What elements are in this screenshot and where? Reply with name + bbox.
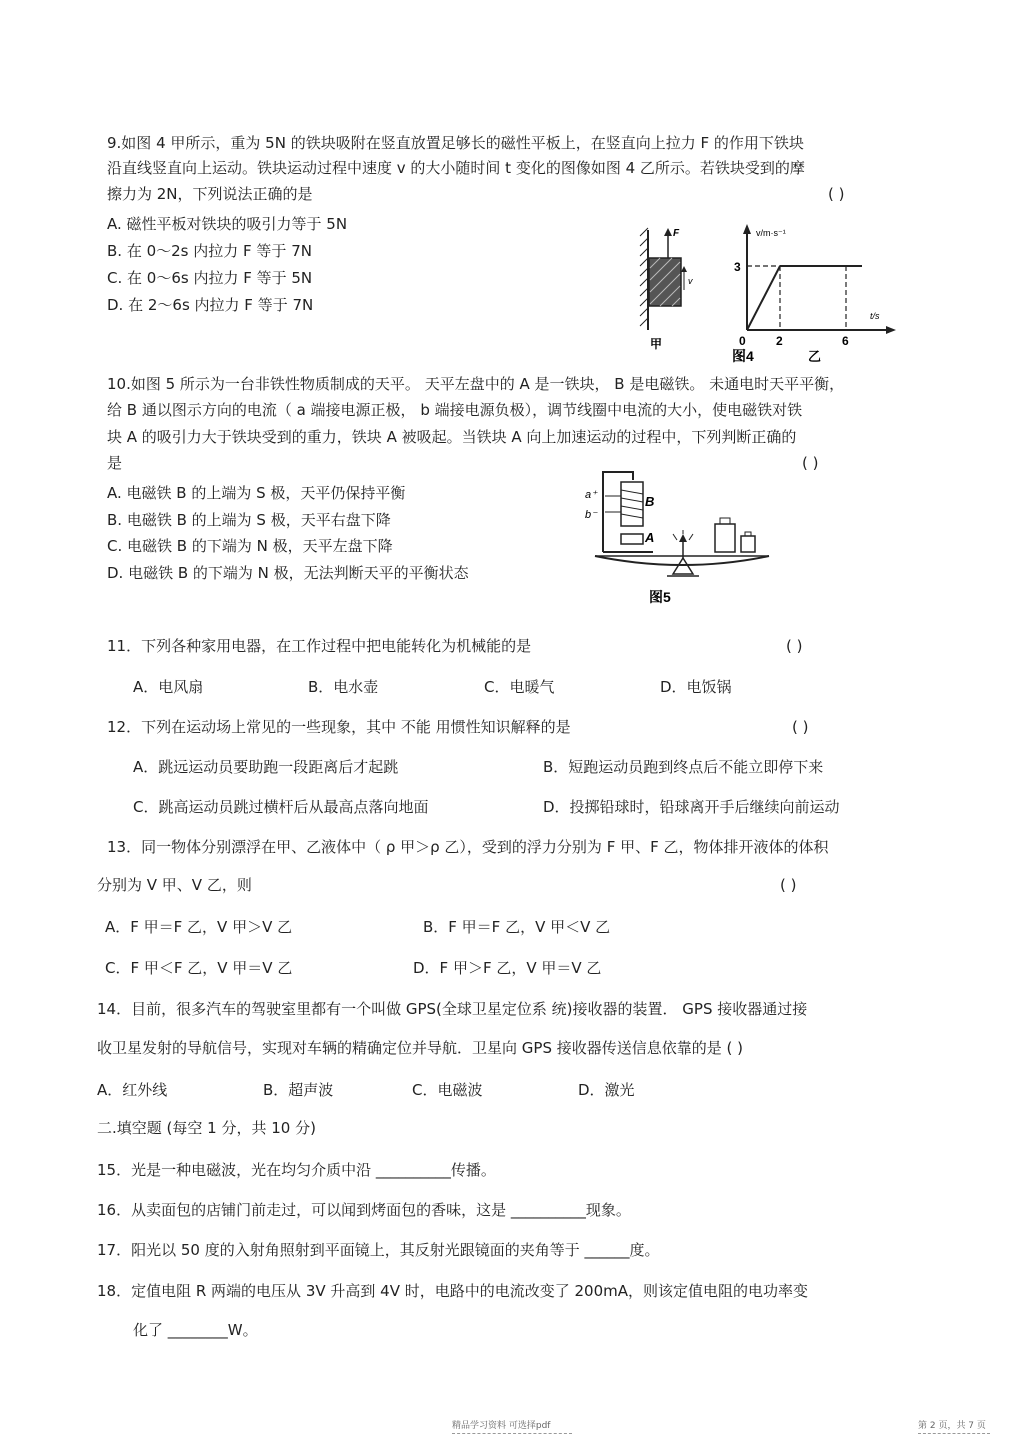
q16: 16．从卖面包的店铺门前走过，可以闻到烤面包的香味，这是 __________现象。 [97, 1201, 631, 1219]
q10-option-a: A. 电磁铁 B 的上端为 S 极，天平仍保持平衡 [107, 484, 406, 502]
figure-4 [630, 222, 900, 367]
q13-line-2: 分别为 V 甲、V 乙，则 [97, 876, 252, 894]
fig4-tick-6: 6 [842, 334, 849, 348]
q11-option-a: A．电风扇 [133, 678, 204, 696]
fig4-y-axis-label: v/m·s⁻¹ [756, 228, 786, 238]
q11-option-c: C．电暖气 [484, 678, 555, 696]
q9-line-3: 擦力为 2N，下列说法正确的是 [107, 185, 313, 203]
q10-option-d: D. 电磁铁 B 的下端为 N 极，无法判断天平的平衡状态 [107, 564, 469, 582]
footer-dashed-rule-left [452, 1433, 572, 1434]
q10-answer-paren: ( ) [802, 454, 819, 472]
fig4-caption: 图4 [732, 348, 754, 364]
q10-line-4: 是 [107, 454, 123, 472]
q9-line-1: 9.如图 4 甲所示，重为 5N 的铁块吸附在竖直放置足够长的磁性平板上，在竖直向上拉力 F 的作用下铁块 [107, 134, 804, 152]
fig4-f-label: F [673, 228, 680, 239]
q9-option-a: A. 磁性平板对铁块的吸引力等于 5N [107, 215, 348, 233]
q14-option-b: B．超声波 [263, 1081, 334, 1099]
q9-option-d: D. 在 2～6s 内拉力 F 等于 7N [107, 296, 314, 314]
q12-option-b: B．短跑运动员跑到终点后不能立即停下来 [543, 758, 824, 776]
q13-option-d: D．F 甲＞F 乙，V 甲＝V 乙 [413, 959, 602, 977]
q13-line-1: 13．同一物体分别漂浮在甲、乙液体中（ ρ 甲＞ρ 乙），受到的浮力分别为 F 甲、F 乙，物体排开液体的体积 [107, 838, 829, 856]
q12-stem: 12．下列在运动场上常见的一些现象，其中 不能 用惯性知识解释的是 [107, 718, 571, 736]
q14-option-c: C．电磁波 [412, 1081, 483, 1099]
q9-line-2: 沿直线竖直向上运动。铁块运动过程中速度 v 的大小随时间 t 变化的图像如图 4 乙所示。若铁块受到的摩 [107, 159, 805, 177]
q14-option-a: A．红外线 [97, 1081, 168, 1099]
fig4-jia-label: 甲 [650, 337, 663, 351]
figure-5 [583, 462, 783, 610]
q13-option-a: A．F 甲＝F 乙，V 甲＞V 乙 [105, 918, 293, 936]
q12-option-a: A．跳远运动员要助跑一段距离后才起跳 [133, 758, 399, 776]
q17: 17．阳光以 50 度的入射角照射到平面镜上，其反射光跟镜面的夹角等于 ______度。 [97, 1241, 660, 1259]
q14-line-1: 14．目前，很多汽车的驾驶室里都有一个叫做 GPS(全球卫星定位系 统)接收器的装置． GPS 接收器通过接 [97, 1000, 808, 1018]
q10-line-1: 10.如图 5 所示为一台非铁性物质制成的天平。 天平左盘中的 A 是一铁块， B 是电磁铁。 未通电时天平平衡， [107, 375, 845, 393]
fig5-A-label: A [645, 530, 655, 545]
q10-option-c: C. 电磁铁 B 的下端为 N 极，天平左盘下降 [107, 537, 393, 555]
fig4-tick-2: 2 [776, 334, 783, 348]
fig4-x-axis-label: t/s [870, 311, 880, 321]
q15: 15．光是一种电磁波，光在均匀介质中沿 __________传播。 [97, 1161, 496, 1179]
figure-5-balance-diagram [595, 472, 769, 576]
q13-answer-paren: ( ) [780, 876, 797, 894]
q14-option-d: D．激光 [578, 1081, 635, 1099]
q13-option-b: B．F 甲＝F 乙，V 甲＜V 乙 [423, 918, 611, 936]
footer-page-number: 第 2 页，共 7 页 [918, 1421, 986, 1431]
q10-line-3: 块 A 的吸引力大于铁块受到的重力，铁块 A 被吸起。当铁块 A 向上加速运动的过程中，下列判断正确的 [107, 428, 797, 446]
q12-option-d: D．投掷铅球时，铅球离开手后继续向前运动 [543, 798, 840, 816]
footer-dashed-rule-right [918, 1433, 990, 1434]
fig5-b-label: b⁻ [585, 509, 597, 521]
section-2-heading: 二.填空题 (每空 1 分，共 10 分) [97, 1119, 316, 1137]
footer-left-text: 精品学习资料 可选择pdf [452, 1421, 551, 1431]
q11-stem: 11．下列各种家用电器，在工作过程中把电能转化为机械能的是 [107, 637, 532, 655]
fig4-v-label: v [688, 276, 693, 286]
fig5-caption: 图5 [649, 589, 671, 605]
q11-option-b: B．电水壶 [308, 678, 379, 696]
fig4-yi-label: 乙 [808, 349, 822, 364]
q12-answer-paren: ( ) [792, 718, 809, 736]
fig4-tick-3: 3 [734, 260, 741, 274]
q11-answer-paren: ( ) [786, 637, 803, 655]
fig4-tick-0: 0 [739, 334, 746, 348]
q10-option-b: B. 电磁铁 B 的上端为 S 极，天平右盘下降 [107, 511, 391, 529]
q9-answer-paren: ( ) [828, 185, 845, 203]
q13-option-c: C．F 甲＜F 乙，V 甲＝V 乙 [105, 959, 293, 977]
q10-line-2: 给 B 通以图示方向的电流（ a 端接电源正极， b 端接电源负极），调节线圈中电流的大小，使电磁铁对铁 [107, 401, 803, 419]
q18-line-1: 18．定值电阻 R 两端的电压从 3V 升高到 4V 时，电路中的电流改变了 200mA，则该定值电阻的电功率变 [97, 1282, 809, 1300]
q12-option-c: C．跳高运动员跳过横杆后从最高点落向地面 [133, 798, 429, 816]
q18-line-2: 化了 ________W。 [133, 1321, 258, 1339]
q11-option-d: D．电饭锅 [660, 678, 732, 696]
q14-line-2: 收卫星发射的导航信号，实现对车辆的精确定位并导航．卫星向 GPS 接收器传送信息依靠的是 ( ) [97, 1039, 743, 1057]
fig5-a-label: a⁺ [585, 489, 597, 501]
figure-4-jia-diagram [640, 228, 687, 330]
q9-option-c: C. 在 0～6s 内拉力 F 等于 5N [107, 269, 313, 287]
q9-option-b: B. 在 0～2s 内拉力 F 等于 7N [107, 242, 312, 260]
fig5-B-label: B [645, 494, 655, 509]
